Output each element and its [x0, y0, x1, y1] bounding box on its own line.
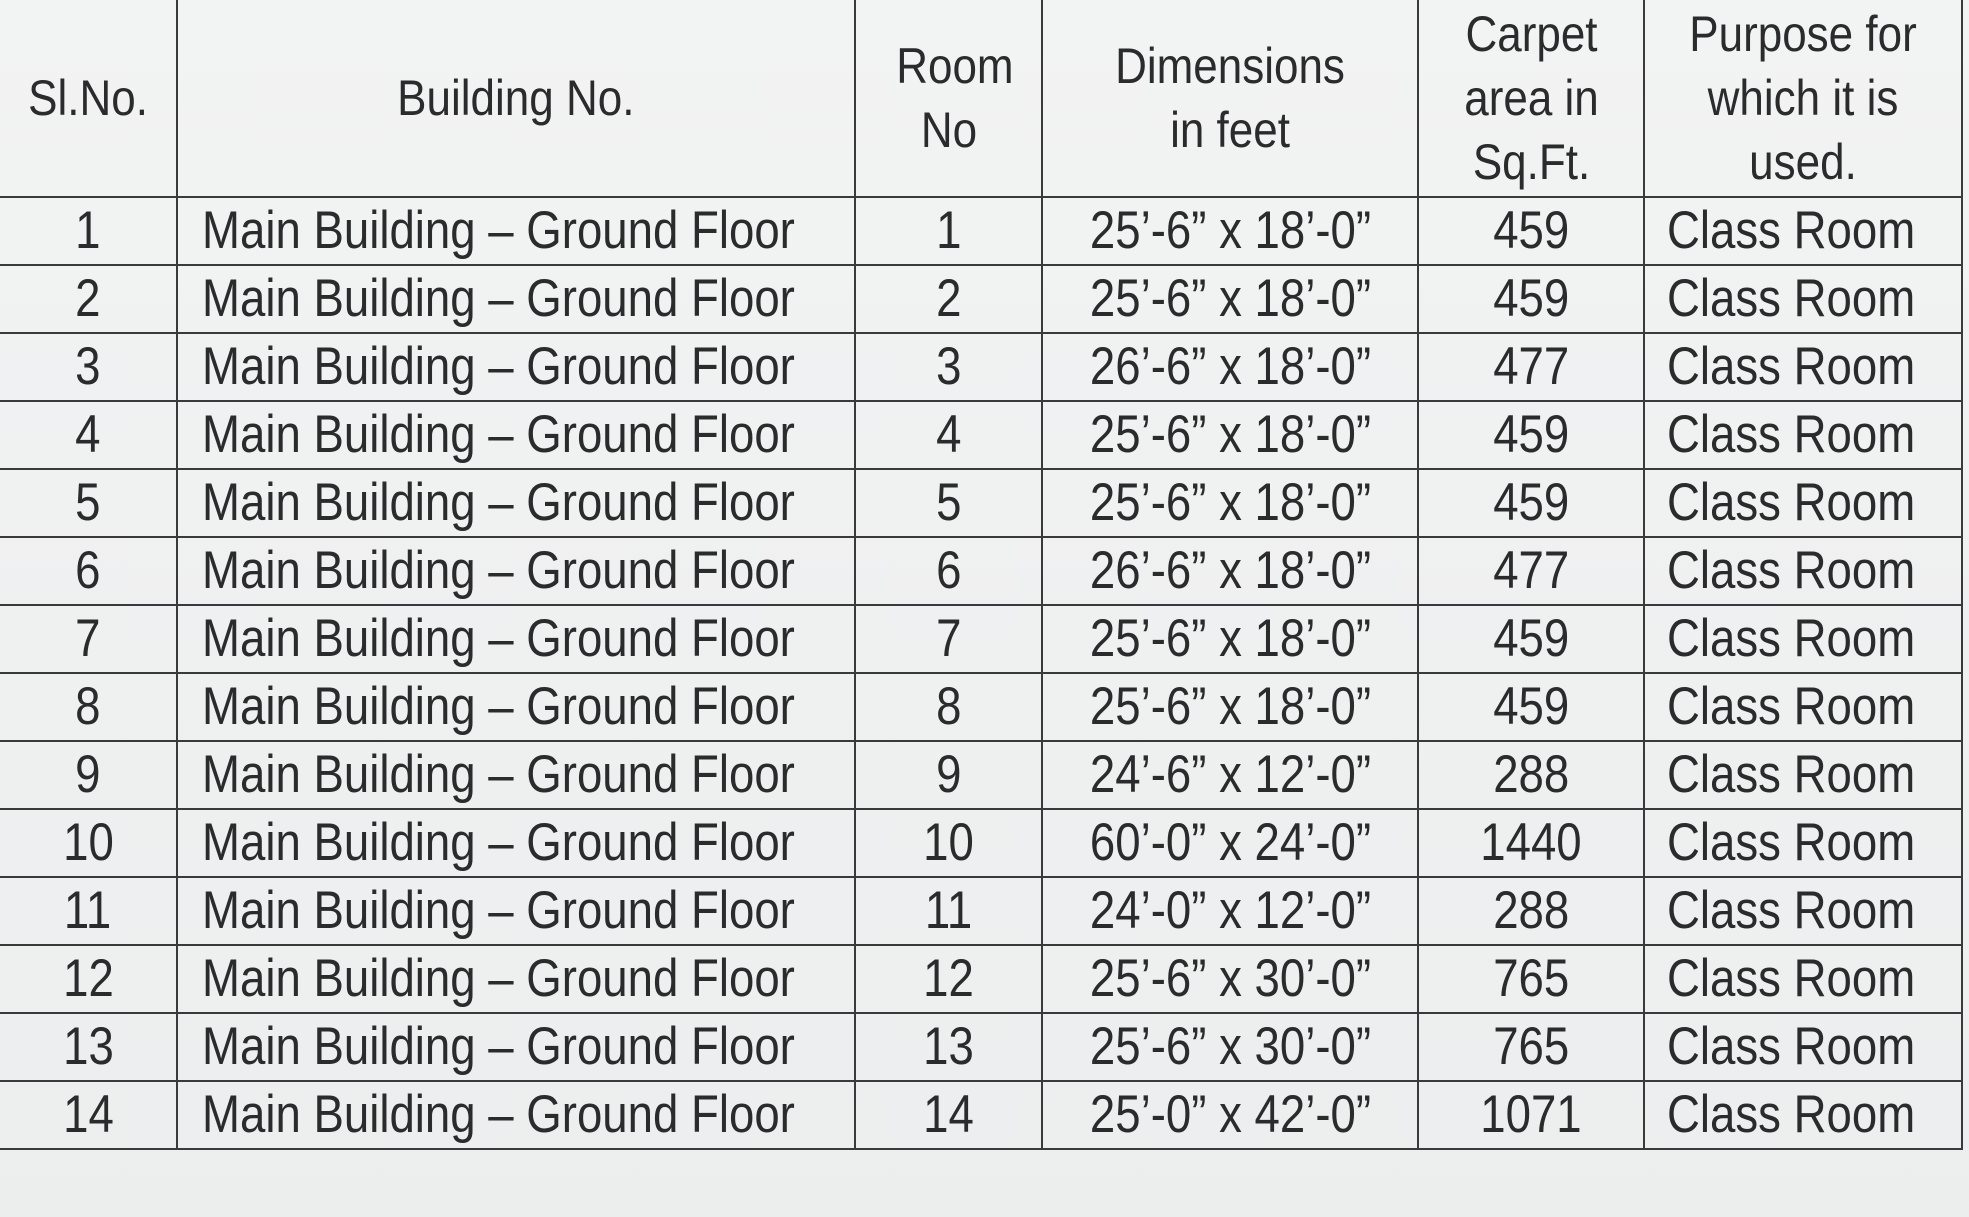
table-row — [0, 605, 1962, 673]
cell-sl-no: 5 — [0, 469, 177, 537]
table-row — [0, 537, 1962, 605]
cell-carpet-area: 459 — [1418, 265, 1644, 333]
cell-carpet-area: 459 — [1418, 401, 1644, 469]
cell-dimensions: 25’-6” x 18’-0” — [1042, 605, 1418, 673]
table-row — [0, 1013, 1962, 1081]
cell-sl-no: 3 — [0, 333, 177, 401]
cell-building-no: Main Building – Ground Floor — [177, 401, 855, 469]
cell-dimensions: 25’-6” x 18’-0” — [1042, 673, 1418, 741]
cell-room-no: 9 — [855, 741, 1042, 809]
cell-room-no: 2 — [855, 265, 1042, 333]
table-row — [0, 945, 1962, 1013]
cell-sl-no: 11 — [0, 877, 177, 945]
table-row — [0, 401, 1962, 469]
cell-room-no: 5 — [855, 469, 1042, 537]
cell-building-no: Main Building – Ground Floor — [177, 469, 855, 537]
cell-carpet-area: 288 — [1418, 741, 1644, 809]
cell-dimensions: 26’-6” x 18’-0” — [1042, 537, 1418, 605]
cell-sl-no: 8 — [0, 673, 177, 741]
cell-dimensions: 25’-6” x 18’-0” — [1042, 265, 1418, 333]
cell-purpose: Class Room — [1644, 265, 1962, 333]
cell-building-no: Main Building – Ground Floor — [177, 605, 855, 673]
cell-sl-no: 9 — [0, 741, 177, 809]
cell-purpose: Class Room — [1644, 673, 1962, 741]
header-sl-no: Sl.No. — [0, 0, 177, 197]
cell-building-no: Main Building – Ground Floor — [177, 673, 855, 741]
cell-room-no: 14 — [855, 1081, 1042, 1149]
cell-carpet-area: 765 — [1418, 1013, 1644, 1081]
cell-carpet-area: 459 — [1418, 197, 1644, 265]
cell-room-no: 11 — [855, 877, 1042, 945]
cell-dimensions: 25’-6” x 18’-0” — [1042, 469, 1418, 537]
cell-carpet-area: 459 — [1418, 673, 1644, 741]
cell-carpet-area: 459 — [1418, 605, 1644, 673]
cell-carpet-area: 1440 — [1418, 809, 1644, 877]
cell-room-no: 3 — [855, 333, 1042, 401]
cell-building-no: Main Building – Ground Floor — [177, 809, 855, 877]
cell-dimensions: 24’-0” x 12’-0” — [1042, 877, 1418, 945]
cell-sl-no: 14 — [0, 1081, 177, 1149]
cell-carpet-area: 1071 — [1418, 1081, 1644, 1149]
cell-building-no: Main Building – Ground Floor — [177, 945, 855, 1013]
cell-purpose: Class Room — [1644, 1081, 1962, 1149]
cell-sl-no: 2 — [0, 265, 177, 333]
table-row — [0, 877, 1962, 945]
cell-dimensions: 25’-6” x 30’-0” — [1042, 945, 1418, 1013]
cell-purpose: Class Room — [1644, 401, 1962, 469]
cell-room-no: 8 — [855, 673, 1042, 741]
cell-sl-no: 12 — [0, 945, 177, 1013]
header-carpet-area: Carpet area in Sq.Ft. — [1418, 0, 1644, 197]
cell-room-no: 7 — [855, 605, 1042, 673]
cell-room-no: 4 — [855, 401, 1042, 469]
cell-purpose: Class Room — [1644, 333, 1962, 401]
cell-sl-no: 13 — [0, 1013, 177, 1081]
cell-purpose: Class Room — [1644, 741, 1962, 809]
cell-room-no: 12 — [855, 945, 1042, 1013]
header-dimensions: Dimensions in feet — [1042, 0, 1418, 197]
cell-purpose: Class Room — [1644, 877, 1962, 945]
cell-building-no: Main Building – Ground Floor — [177, 265, 855, 333]
cell-dimensions: 25’-0” x 42’-0” — [1042, 1081, 1418, 1149]
cell-sl-no: 4 — [0, 401, 177, 469]
table-row — [0, 333, 1962, 401]
header-room-no: Room No — [855, 0, 1042, 197]
cell-sl-no: 7 — [0, 605, 177, 673]
cell-purpose: Class Room — [1644, 469, 1962, 537]
table-row — [0, 741, 1962, 809]
table-row — [0, 469, 1962, 537]
cell-building-no: Main Building – Ground Floor — [177, 333, 855, 401]
cell-dimensions: 60’-0” x 24’-0” — [1042, 809, 1418, 877]
cell-carpet-area: 477 — [1418, 333, 1644, 401]
cell-room-no: 13 — [855, 1013, 1042, 1081]
cell-building-no: Main Building – Ground Floor — [177, 537, 855, 605]
cell-carpet-area: 288 — [1418, 877, 1644, 945]
cell-dimensions: 26’-6” x 18’-0” — [1042, 333, 1418, 401]
cell-building-no: Main Building – Ground Floor — [177, 1081, 855, 1149]
cell-dimensions: 25’-6” x 18’-0” — [1042, 401, 1418, 469]
cell-purpose: Class Room — [1644, 197, 1962, 265]
cell-room-no: 1 — [855, 197, 1042, 265]
cell-carpet-area: 477 — [1418, 537, 1644, 605]
cell-purpose: Class Room — [1644, 945, 1962, 1013]
cell-purpose: Class Room — [1644, 537, 1962, 605]
header-building-no: Building No. — [177, 0, 855, 197]
cell-building-no: Main Building – Ground Floor — [177, 877, 855, 945]
cell-purpose: Class Room — [1644, 1013, 1962, 1081]
table-row — [0, 673, 1962, 741]
cell-dimensions: 25’-6” x 18’-0” — [1042, 197, 1418, 265]
table-row — [0, 265, 1962, 333]
table-row — [0, 809, 1962, 877]
header-purpose: Purpose for which it is used. — [1644, 0, 1962, 197]
cell-carpet-area: 459 — [1418, 469, 1644, 537]
cell-room-no: 6 — [855, 537, 1042, 605]
cell-dimensions: 24’-6” x 12’-0” — [1042, 741, 1418, 809]
cell-carpet-area: 765 — [1418, 945, 1644, 1013]
cell-sl-no: 10 — [0, 809, 177, 877]
table-row — [0, 1081, 1962, 1149]
cell-room-no: 10 — [855, 809, 1042, 877]
cell-building-no: Main Building – Ground Floor — [177, 197, 855, 265]
cell-dimensions: 25’-6” x 30’-0” — [1042, 1013, 1418, 1081]
cell-purpose: Class Room — [1644, 605, 1962, 673]
cell-building-no: Main Building – Ground Floor — [177, 741, 855, 809]
header-row — [0, 0, 1962, 197]
cell-sl-no: 1 — [0, 197, 177, 265]
cell-building-no: Main Building – Ground Floor — [177, 1013, 855, 1081]
cell-sl-no: 6 — [0, 537, 177, 605]
cell-purpose: Class Room — [1644, 809, 1962, 877]
table-row — [0, 197, 1962, 265]
